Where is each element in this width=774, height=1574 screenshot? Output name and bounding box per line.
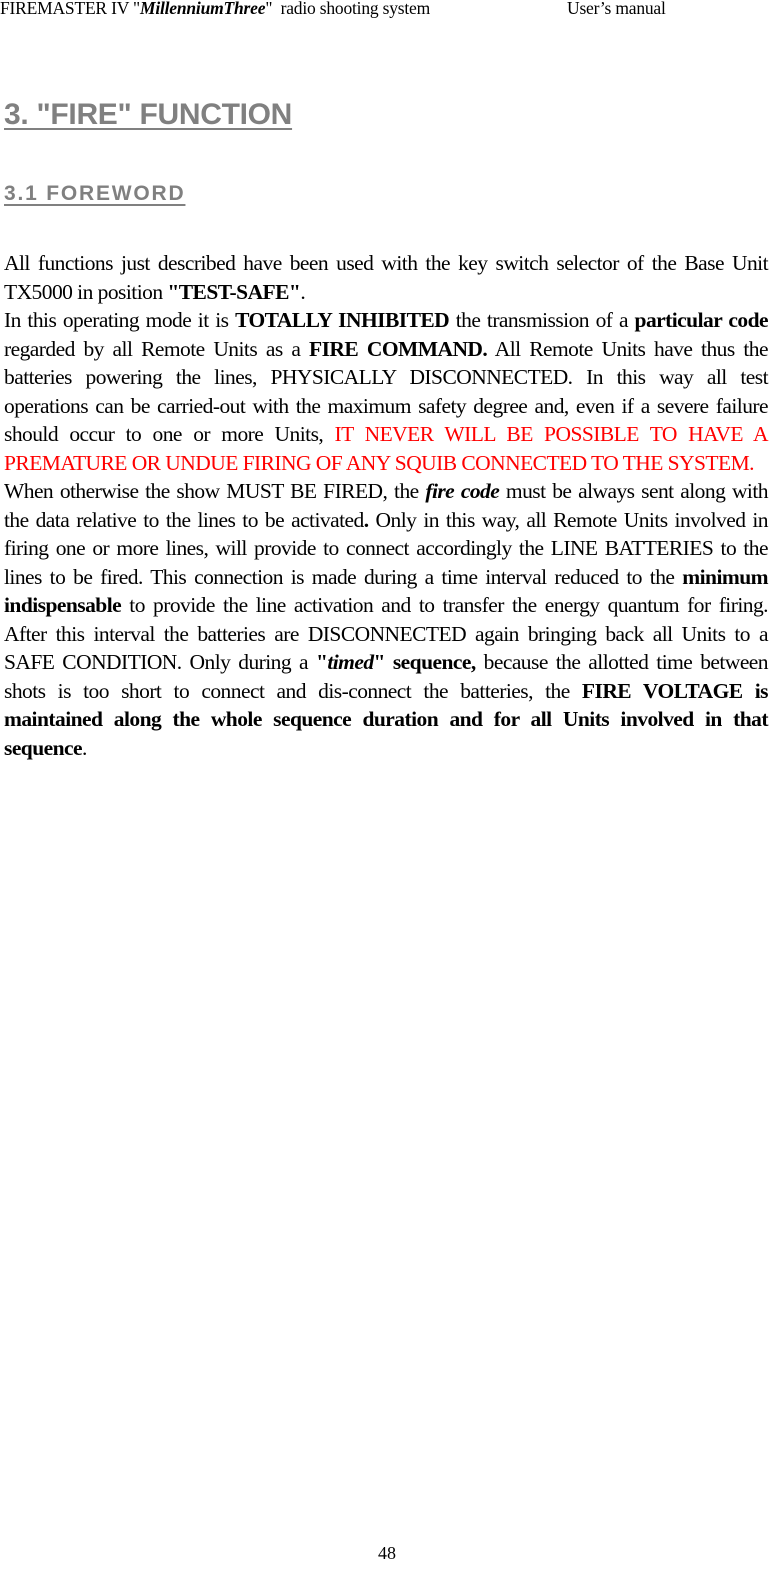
paragraph — [4, 249, 768, 306]
warning-text: IT NEVER WILL BE POSSIBLE TO HAVE A PREMATURE OR UNDUE FIRING OF ANY SQUIB CONNECTED TO THE SYSTEM. — [4, 422, 768, 475]
paragraph — [4, 306, 768, 477]
text-run-bold-italic: fire code — [425, 479, 500, 503]
text-run: regarded by all Remote Units as a — [4, 336, 309, 361]
text-run-bold: FIRE COMMAND. — [309, 336, 488, 361]
text-run-bold: " — [315, 650, 328, 674]
chapter-title: 3. "FIRE" FUNCTION — [4, 98, 293, 131]
text-run-bold: "TEST-SAFE" — [167, 279, 301, 304]
text-run: . — [82, 735, 87, 760]
header-manual-label: User’s manual — [567, 0, 666, 18]
text-run-bold: FIRE VOLTAGE is maintained along the whole sequence duration and for all Units involved in that sequence — [4, 678, 769, 760]
section-title: 3.1 FOREWORD — [4, 182, 186, 205]
text-run: All Remote Units have thus the batteries powering the lines, PHYSICALLY DISCONNECTED. In this way all test operations can be carried-out with the maximum safety degree and, even if a severe failure should occur to one or more Units, — [4, 336, 768, 446]
running-header — [0, 0, 666, 19]
text-run: In this operating mode it is — [4, 308, 236, 332]
text-run: must be always sent along with the data relative to the lines to be activated — [4, 479, 768, 532]
text-run: All functions just described have been used with the key switch selector of the Base Unit TX5000 in position — [4, 251, 768, 304]
text-run: When otherwise the show MUST BE FIRED, the — [4, 479, 426, 503]
text-run: the transmission of a — [449, 308, 635, 332]
text-run: because the allotted time between shots is too short to connect and dis-connect the batteries, the — [4, 650, 768, 703]
text-run-bold: " sequence, — [373, 650, 476, 674]
body-text — [4, 249, 768, 762]
text-run-bold: . — [363, 507, 369, 532]
page-number: 48 — [378, 1543, 396, 1563]
text-run-bold: particular code — [634, 308, 768, 332]
text-run: Only in this way, all Remote Units involved in firing one or more lines, will provide to connect accordingly the LINE BATTERIES to the lines to be fired. This connection is made during a time interval reduced to the — [4, 507, 769, 589]
paragraph — [4, 477, 768, 762]
text-run-bold: minimum indispensable — [4, 564, 768, 617]
text-run: . — [300, 279, 306, 304]
header-prefix: FIREMASTER IV " — [0, 0, 140, 18]
text-run-bold: TOTALLY INHIBITED — [235, 308, 450, 332]
header-suffix: " radio shooting system — [265, 0, 431, 18]
text-run-bold-italic: timed — [327, 650, 374, 674]
text-run: to provide the line activation and to transfer the energy quantum for firing. After this interval the batteries are DISCONNECTED again bringing back all Units to a SAFE CONDITION. Only during a — [4, 593, 768, 674]
header-product-name: MillenniumThree — [139, 0, 266, 18]
